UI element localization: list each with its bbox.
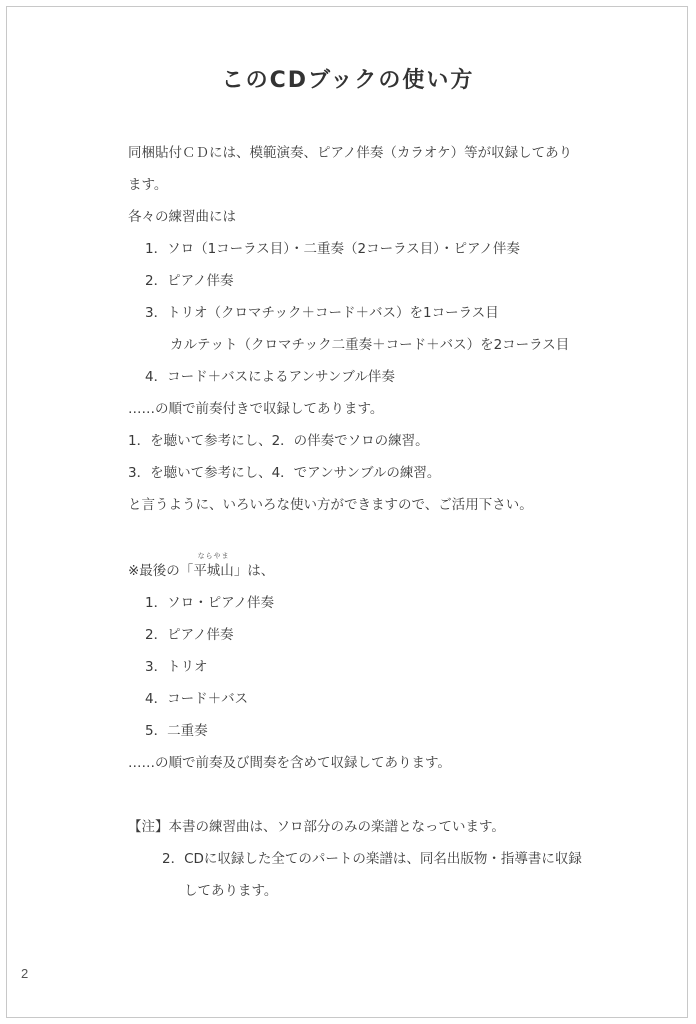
intro-line-2: ます。 (128, 177, 168, 193)
final-item-5: 5．二重奏 (145, 723, 208, 739)
page-title: このCDブックの使い方 (221, 68, 475, 93)
final-item-4: 4．コード＋バス (145, 691, 249, 707)
final-item-3: 3．トリオ (145, 659, 208, 675)
final-item-2: 2．ピアノ伴奏 (145, 627, 234, 643)
song-note-suffix: 」は、 (233, 563, 275, 579)
intro-line-1: 同梱貼付ＣＤには、模範演奏、ピアノ伴奏（カラオケ）等が収録してあり (128, 145, 573, 161)
remark-line-1: 【注】本書の練習曲は、ソロ部分のみの楽譜となっています。 (128, 819, 505, 835)
final-order-note: ……の順で前奏及び間奏を含めて収録してあります。 (128, 755, 451, 771)
song-note-prefix: ※最後の「 (128, 563, 194, 579)
usage-line-1: 1．を聴いて参考にし、2．の伴奏でソロの練習。 (128, 433, 429, 449)
remark-line-2: 2．CDに収録した全てのパートの楽譜は、同名出版物・指導書に収録 (162, 851, 582, 867)
song-note-line (128, 552, 275, 580)
list-item-1: 1．ソロ（1コーラス目）・二重奏（2コーラス目）・ピアノ伴奏 (145, 241, 520, 257)
intro-line-3: 各々の練習曲には (128, 209, 236, 225)
song-title-text: 平城山 (193, 563, 234, 579)
final-item-1: 1．ソロ・ピアノ伴奏 (145, 595, 275, 611)
remark-line-3: してあります。 (184, 883, 278, 899)
song-title (193, 552, 234, 580)
order-note: ……の順で前奏付きで収録してあります。 (128, 401, 384, 417)
closing-line: と言うように、いろいろな使い方ができますので、ご活用下さい。 (128, 497, 533, 513)
song-title-ruby: ならやま (197, 552, 230, 560)
list-item-4: 4．コード＋バスによるアンサンブル伴奏 (145, 369, 395, 385)
usage-line-2: 3．を聴いて参考にし、4．でアンサンブルの練習。 (128, 465, 441, 481)
list-item-2: 2．ピアノ伴奏 (145, 273, 234, 289)
page-number: 2 (21, 966, 29, 981)
list-item-3-continuation: カルテット（クロマチック二重奏＋コード＋バス）を2コーラス目 (170, 337, 570, 353)
list-item-3: 3．トリオ（クロマチック＋コード＋バス）を1コーラス目 (145, 305, 499, 321)
